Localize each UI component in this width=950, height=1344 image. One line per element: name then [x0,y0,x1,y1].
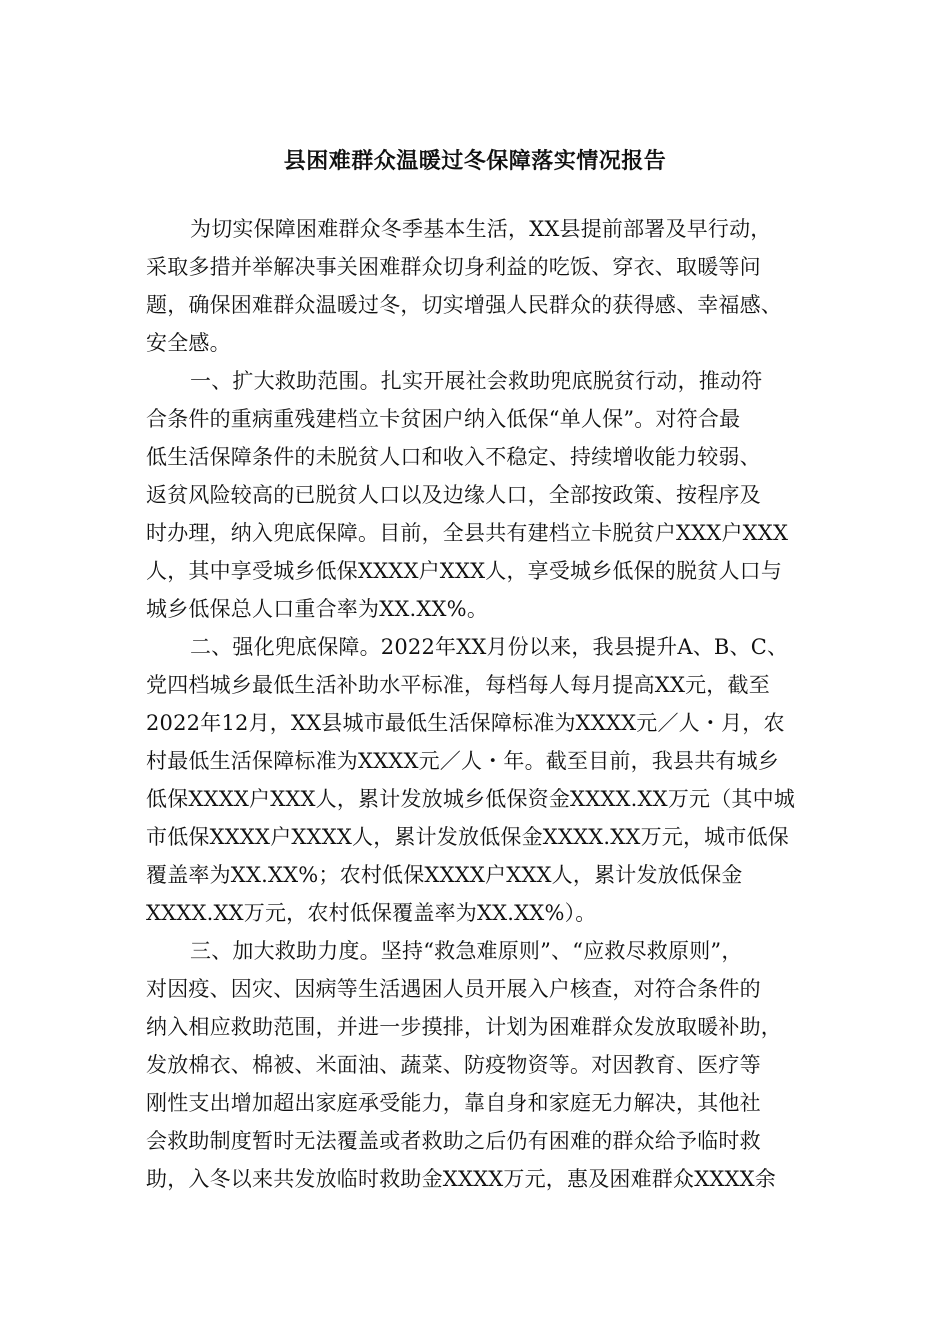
paragraph-line: 采取多措并举解决事关困难群众切身利益的吃饭、穿衣、取暖等问 [146,255,761,279]
paragraph-line: 一、扩大救助范围。扎实开展社会救助兜底脱贫行动，推动符 [190,369,763,393]
document-title: 县困难群众温暖过冬保障落实情况报告 [283,148,667,174]
paragraph-line: 会救助制度暂时无法覆盖或者救助之后仍有困难的群众给予临时救 [146,1129,761,1153]
paragraph-line: 覆盖率为XX.XX%；农村低保XXXX户XXX人，累计发放低保金 [146,863,743,887]
paragraph-line: 对因疫、因灾、因病等生活遇困人员开展入户核查，对符合条件的 [146,977,761,1001]
paragraph-line: 三、加大救助力度。坚持“救急难原则”、“应救尽救原则”， [190,939,743,963]
paragraph-line: 刚性支出增加超出家庭承受能力，靠自身和家庭无力解决，其他社 [146,1091,761,1115]
paragraph-line: 市低保XXXX户XXXX人，累计发放低保金XXXX.XX万元，城市低保 [146,825,789,849]
paragraph-line: 返贫风险较高的已脱贫人口以及边缘人口，全部按政策、按程序及 [146,483,761,507]
paragraph-line: 人，其中享受城乡低保XXXX户XXX人，享受城乡低保的脱贫人口与 [146,559,783,583]
paragraph-line: 党四档城乡最低生活补助水平标准，每档每人每月提高XX元，截至 [146,673,770,697]
paragraph-line: XXXX.XX万元，农村低保覆盖率为XX.XX%）。 [146,901,597,925]
paragraph-line: 村最低生活保障标准为XXXX元／人・年。截至目前，我县共有城乡 [146,749,779,773]
paragraph-line: 纳入相应救助范围，并进一步摸排，计划为困难群众发放取暖补助， [146,1015,782,1039]
paragraph-line: 为切实保障困难群众冬季基本生活，XX县提前部署及早行动， [190,217,772,241]
paragraph-line: 题，确保困难群众温暖过冬，切实增强人民群众的获得感、幸福感、 [146,293,782,317]
paragraph-line: 低保XXXX户XXX人，累计发放城乡低保资金XXXX.XX万元（其中城 [146,787,796,811]
paragraph-line: 发放棉衣、棉被、米面油、蔬菜、防疫物资等。对因教育、医疗等 [146,1053,761,1077]
paragraph-line: 助，入冬以来共发放临时救助金XXXX万元，惠及困难群众XXXX余 [146,1167,776,1191]
paragraph-line: 低生活保障条件的未脱贫人口和收入不稳定、持续增收能力较弱、 [146,445,761,469]
paragraph-line: 安全感。 [146,331,231,355]
paragraph-line: 二、强化兜底保障。2022年XX月份以来，我县提升A、B、C、 [190,635,789,659]
paragraph-line: 2022年12月，XX县城市最低生活保障标准为XXXX元／人・月，农 [146,711,785,735]
paragraph-line: 城乡低保总人口重合率为XX.XX%。 [146,597,489,621]
paragraph-line: 时办理，纳入兜底保障。目前，全县共有建档立卡脱贫户XXX户XXX [146,521,789,545]
paragraph-line: 合条件的重病重残建档立卡贫困户纳入低保“单人保”。对符合最 [146,407,741,431]
